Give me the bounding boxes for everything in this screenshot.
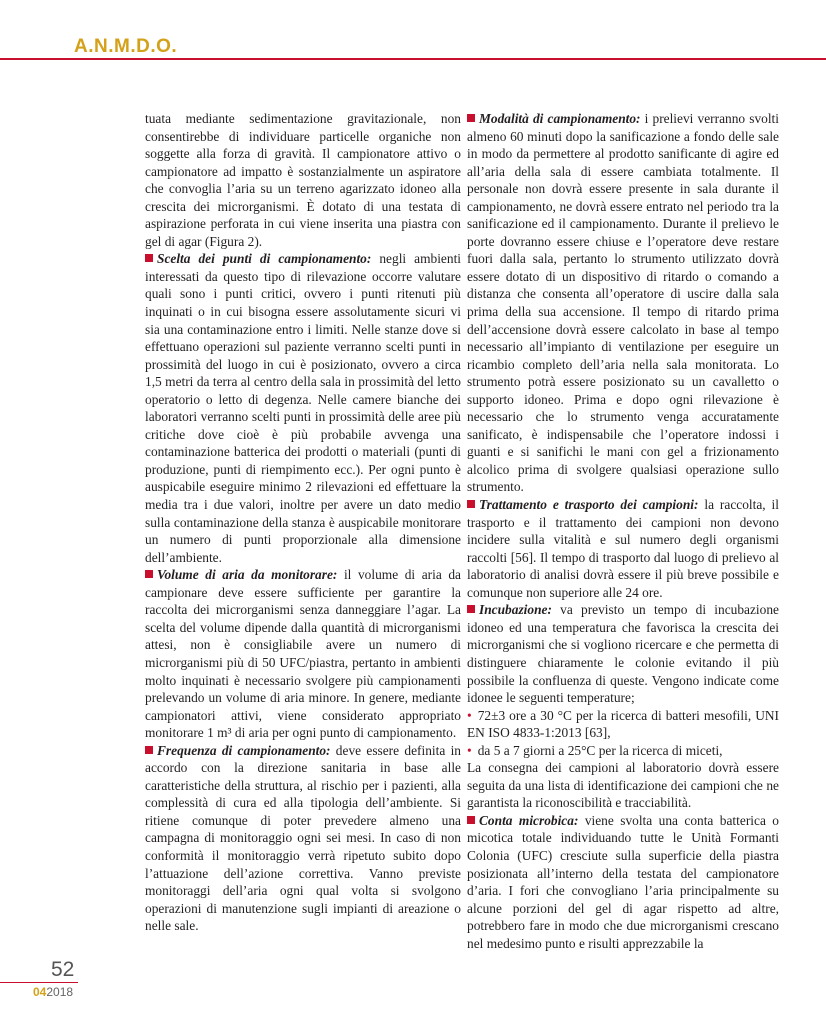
list-item-text: da 5 a 7 giorni a 25°C per la ricerca di miceti, xyxy=(477,742,723,758)
section-text: deve essere definita in accordo con la direzione sanitaria in base alle caratteristiche della struttura, al rischio per i pazienti, alla complessità di cura ed alla tipologia dell’ambiente. Si ritiene comunque di poter prevedere almeno una campagna di monitoraggio ogni sei mesi. In caso di non conformità il monitoraggio verrà ripetuto subito dopo l’attuazione dell’azione correttiva. Vanno previste monitoraggi dell’aria ogni qual volta si svolgono operazioni di manutenzione sugli impianti di areazione o nelle sale. xyxy=(145,742,461,934)
journal-logo: A.N.M.D.O. xyxy=(74,36,178,57)
section-heading: Trattamento e trasporto dei campioni: xyxy=(479,497,699,513)
square-bullet-icon xyxy=(145,254,153,262)
list-item xyxy=(467,707,779,742)
section-heading: Conta microbica: xyxy=(479,812,579,828)
square-bullet-icon xyxy=(467,500,475,508)
section-frequency xyxy=(145,742,461,935)
section-heading: Scelta dei punti di campionamento: xyxy=(157,251,372,267)
section-heading: Volume di aria da monitorare: xyxy=(157,567,338,583)
footer-divider xyxy=(0,982,78,983)
header-divider xyxy=(0,58,826,60)
section-transport xyxy=(467,496,779,601)
square-bullet-icon xyxy=(145,746,153,754)
section-heading: Frequenza di campionamento: xyxy=(157,742,331,758)
bullet-dot-icon: • xyxy=(467,707,472,723)
section-text: la raccolta, il trasporto e il trattamento dei campioni non devono incidere sulla vitalità e sul numero degli organismi raccolti [56]. Il tempo di trasporto dal luogo di prelievo al laboratorio di analisi dovrà essere il più breve possibile e comunque non superiore alle 24 ore. xyxy=(467,497,779,600)
square-bullet-icon xyxy=(467,816,475,824)
issue-year: 2018 xyxy=(46,985,74,999)
section-text: va previsto un tempo di incubazione idoneo ed una temperatura che favorisca la crescita dei microrganismi che si vogliono ricercare e che permetta di distinguere chiaramente le colonie evitando il più possibile la confluenza di queste. Vengono indicate come idonee le seguenti temperature; xyxy=(467,602,779,706)
section-text: viene svolta una conta batterica o micotica totale individuando tutte le Unità Formanti Colonia (UFC) cresciute sulla superficie della piastra posizionata all’interno della testata del campionatore d’aria. I fori che convogliano l’aria principalmente su alcune porzioni del gel di agar rispetto ad altre, potrebbero fare in modo che due microrganismi crescano nel medesimo punto e risulti apprezzabile la xyxy=(467,812,779,951)
section-text: i prelievi verranno svolti almeno 60 minuti dopo la sanificazione a fondo delle sale in modo da permettere al prodotto sanificante di agire ed all’aria della sala di essere cambiata totalmente. Il personale non dovrà essere presente in sala durante il campionamento, ne dovrà essere entrato nel periodo tra la sanificazione ed il campionamento. Durante il prelievo le porte dovranno essere chiuse e l’operatore deve restare fuori dalla sala, pertanto lo strumento utilizzato dovrà essere dotato di un dispositivo di ritardo o comando a distanza che consenta all’operatore di uscire dalla sala prima della sua accensione. Il tempo di ritardo prima dell’accensione dovrà essere calcolato in base al tempo necessario all’impianto di ventilazione per eseguire un ricambio completo dell’aria nella sala monitorata. Lo strumento potrà essere posizionato su un cavalletto o supporto idoneo. Prima e dopo ogni rilevazione è necessario che lo strumento venga accuratamente sanificato, è indispensabile che l’operatore indossi i guanti e si sanifichi le mani con gel a frizionamento alcolico prima di svolgere qualsiasi operazione sullo strumento. xyxy=(467,111,779,495)
section-microbial-count xyxy=(467,812,779,952)
section-incubation xyxy=(467,601,779,706)
square-bullet-icon xyxy=(467,605,475,613)
square-bullet-icon xyxy=(145,570,153,578)
square-bullet-icon xyxy=(467,114,475,122)
left-column xyxy=(145,110,461,935)
list-item xyxy=(467,742,779,760)
issue-number: 04 xyxy=(33,985,47,999)
paragraph: tuata mediante sedimentazione gravitazionale, non consentirebbe di individuare particelle organiche non soggette alla forza di gravità. Il campionatore attivo o campionatore ad impatto è sostanzialmente un aspiratore che convoglia l’aria su un terreno agarizzato idoneo alla crescita dei microrganismi. È dotato di una testata di aspirazione perforata in cui viene inserita una piastra con gel di agar (Figura 2). xyxy=(145,111,461,249)
section-sampling-mode xyxy=(467,110,779,496)
issue-label xyxy=(33,985,73,999)
section-heading: Incubazione: xyxy=(479,602,552,618)
section-heading: Modalità di campionamento: xyxy=(479,111,641,126)
section-text: negli ambienti interessati da questo tipo di rilevazione occorre valutare quali sono i punti critici, ovvero i punti ritenuti più inquinati o in cui bisogna essere assolutamente sicuri vi sia una contaminazione entro i limiti. Nelle stanze dove si effettuano operazioni sul paziente verranno scelti punti in prossimità del luogo in cui è posizionato, ovvero a circa 1,5 metri da terra al centro della sala in prossimità del letto operatorio o letto di degenza. Nelle camere bianche dei laboratori verranno scelti punti in prossimità delle aree più critiche dove cioè è più probabile avvenga una contaminazione batterica dei prodotti o materiali (punti di produzione, punti di riempimento ecc.). Per ogni punto è auspicabile eseguire minimo 2 rilevazioni ed effettuare la media tra i due valori, inoltre per avere un dato medio sulla contaminazione della stanza è auspicabile monitorare un numero di punti proporzionale alla dimensione dell’ambiente. xyxy=(145,251,462,565)
right-column xyxy=(467,110,779,952)
page-number: 52 xyxy=(51,958,75,981)
paragraph: La consegna dei campioni al laboratorio dovrà essere seguita da una lista di identificazione dei campioni che ne garantista la riconoscibilità e tracciabilità. xyxy=(467,760,779,811)
bullet-dot-icon: • xyxy=(467,742,472,758)
section-text: il volume di aria da campionare deve essere sufficiente per garantire la raccolta dei microrganismi senza danneggiare l’agar. La scelta del volume dipende dalla quantità di microrganismi attesi, non è consigliabile avere un numero di microrganismi più di 50 UFC/piastra, pertanto in ambienti molto inquinati è necessario svolgere più campionamenti prelevando un volume di aria minore. In genere, mediante campionatori attivi, viene considerato appropriato monitorare 1 m³ di aria per ogni punto di campionamento. xyxy=(145,567,462,741)
section-sampling-points xyxy=(145,250,461,566)
list-item-text: 72±3 ore a 30 °C per la ricerca di batteri mesofili, UNI EN ISO 4833-1:2013 [63], xyxy=(467,707,779,741)
section-air-volume xyxy=(145,566,461,741)
